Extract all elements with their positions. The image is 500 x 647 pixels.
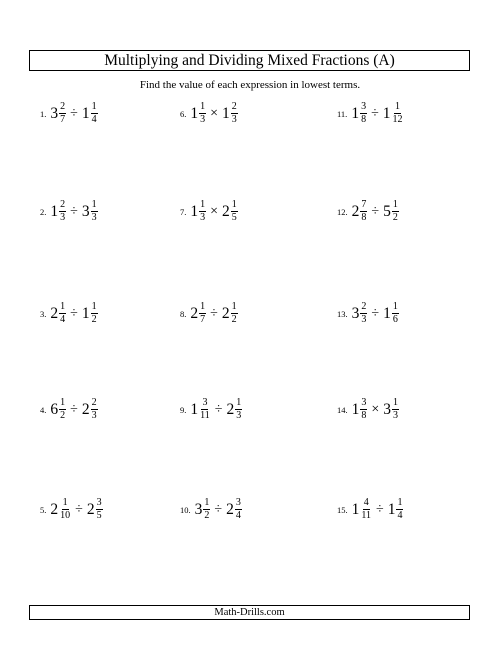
problem-number: 5. [40, 504, 47, 515]
problem-15 [337, 498, 403, 521]
whole-part: 2 [222, 202, 230, 220]
problem-number: 9. [180, 404, 187, 415]
whole-part: 1 [190, 202, 199, 220]
mixed-number [82, 102, 98, 125]
denominator: 4 [235, 510, 241, 521]
denominator: 3 [91, 212, 97, 223]
denominator: 8 [361, 212, 367, 223]
problem-14 [337, 398, 399, 421]
problem-number: 15. [337, 504, 348, 515]
whole-part: 2 [86, 500, 95, 518]
instructions: Find the value of each expression in lowest terms. [139, 79, 361, 91]
denominator: 3 [231, 114, 237, 125]
mixed-number [50, 102, 66, 125]
mixed-number [190, 200, 206, 223]
operator: × [210, 203, 219, 219]
numerator: 1 [91, 101, 97, 112]
numerator: 3 [96, 497, 102, 508]
whole-part: 1 [351, 400, 360, 418]
mixed-number [87, 498, 103, 521]
fraction [360, 200, 367, 223]
mixed-number [352, 200, 368, 223]
problem-8 [180, 302, 238, 325]
fraction [199, 398, 211, 421]
whole-part: 2 [226, 500, 234, 518]
denominator: 12 [392, 114, 403, 125]
whole-part: 2 [221, 304, 230, 322]
operator: ÷ [70, 203, 78, 219]
operator: ÷ [371, 305, 380, 321]
mixed-number [388, 498, 404, 521]
numerator: 1 [91, 199, 97, 210]
fraction [91, 398, 98, 421]
operator: ÷ [371, 105, 379, 121]
fraction [360, 398, 367, 421]
numerator: 2 [91, 397, 97, 408]
mixed-number [50, 398, 66, 421]
denominator: 5 [231, 212, 237, 223]
mixed-number [352, 498, 372, 521]
whole-part: 2 [226, 400, 235, 418]
operator: ÷ [376, 501, 384, 517]
mixed-number [190, 398, 210, 421]
problem-10 [180, 498, 242, 521]
fraction [59, 398, 66, 421]
mixed-number [190, 102, 206, 125]
problem-5 [40, 498, 103, 521]
operator: ÷ [371, 203, 380, 219]
operator: × [371, 401, 380, 417]
denominator: 4 [397, 510, 403, 521]
problem-number: 14. [337, 404, 348, 415]
mixed-number [82, 302, 98, 325]
numerator: 1 [60, 301, 66, 312]
fraction [231, 200, 238, 223]
whole-part: 2 [190, 304, 199, 322]
mixed-number [351, 102, 367, 125]
problem-number: 1. [40, 108, 47, 119]
numerator: 1 [62, 497, 68, 508]
problem-number: 11. [337, 108, 348, 119]
numerator: 2 [60, 199, 66, 210]
whole-part: 6 [50, 400, 59, 418]
problem-11 [337, 102, 404, 125]
fraction [59, 102, 66, 125]
problem-number: 12. [337, 206, 348, 217]
fraction [59, 498, 71, 521]
problem-1 [40, 102, 98, 125]
numerator: 1 [91, 301, 97, 312]
operator: × [210, 105, 219, 121]
fraction [199, 102, 206, 125]
numerator: 1 [397, 497, 403, 508]
whole-part: 3 [383, 400, 392, 418]
numerator: 2 [231, 101, 237, 112]
denominator: 6 [392, 314, 398, 325]
whole-part: 2 [351, 202, 360, 220]
numerator: 1 [236, 397, 242, 408]
problem-12 [337, 200, 399, 223]
whole-part: 1 [190, 104, 199, 122]
denominator: 11 [361, 510, 372, 521]
problem-2 [40, 200, 98, 223]
fraction [360, 102, 367, 125]
whole-part: 1 [387, 500, 396, 518]
fraction [96, 498, 103, 521]
fraction [235, 498, 242, 521]
numerator: 1 [392, 199, 398, 210]
mixed-number [50, 498, 71, 521]
fraction [91, 302, 98, 325]
denominator: 11 [200, 410, 210, 421]
whole-part: 1 [81, 304, 90, 322]
mixed-number [82, 200, 98, 223]
fraction [392, 302, 399, 325]
problem-number: 10. [180, 504, 191, 515]
problem-number: 3. [40, 308, 47, 319]
mixed-number [50, 200, 66, 223]
problem-3 [40, 302, 98, 325]
fraction [199, 302, 206, 325]
denominator: 3 [393, 410, 399, 421]
denominator: 8 [361, 410, 367, 421]
fraction [203, 498, 210, 521]
fraction [231, 302, 238, 325]
problem-13 [337, 302, 399, 325]
denominator: 8 [361, 114, 367, 125]
numerator: 1 [392, 301, 398, 312]
fraction [231, 102, 238, 125]
problem-number: 6. [180, 108, 187, 119]
denominator: 3 [361, 314, 367, 325]
problem-number: 8. [180, 308, 187, 319]
whole-part: 2 [81, 400, 90, 418]
whole-part: 1 [382, 104, 391, 122]
numerator: 7 [361, 199, 367, 210]
numerator: 4 [363, 497, 369, 508]
mixed-number [226, 398, 242, 421]
mixed-number [383, 398, 399, 421]
mixed-number [82, 398, 98, 421]
fraction [59, 200, 66, 223]
whole-part: 5 [383, 202, 391, 220]
operator: ÷ [70, 305, 78, 321]
numerator: 3 [202, 397, 208, 408]
denominator: 3 [200, 114, 206, 125]
mixed-number [383, 302, 399, 325]
denominator: 2 [91, 314, 97, 325]
problem-number: 2. [40, 206, 47, 217]
problem-9 [180, 398, 242, 421]
problem-number: 7. [180, 206, 187, 217]
denominator: 3 [60, 212, 66, 223]
numerator: 3 [361, 397, 367, 408]
footer-box [29, 605, 470, 620]
denominator: 2 [60, 410, 66, 421]
numerator: 1 [395, 101, 400, 112]
denominator: 7 [60, 114, 66, 125]
mixed-number [222, 200, 238, 223]
numerator: 1 [200, 301, 206, 312]
whole-part: 3 [81, 202, 90, 220]
mixed-number [222, 302, 238, 325]
numerator: 1 [200, 199, 206, 210]
fraction [392, 398, 399, 421]
whole-part: 3 [50, 104, 59, 122]
denominator: 3 [200, 212, 206, 223]
whole-part: 1 [351, 104, 360, 122]
problem-4 [40, 398, 98, 421]
whole-part: 1 [383, 304, 391, 322]
numerator: 2 [60, 101, 66, 112]
footer-text: Math-Drills.com [214, 607, 285, 618]
whole-part: 1 [50, 202, 59, 220]
problem-number: 13. [337, 308, 348, 319]
fraction [360, 498, 372, 521]
fraction [199, 200, 206, 223]
whole-part: 3 [194, 500, 203, 518]
mixed-number [352, 302, 368, 325]
denominator: 4 [60, 314, 66, 325]
mixed-number [190, 302, 206, 325]
whole-part: 1 [190, 400, 199, 418]
operator: ÷ [214, 401, 223, 417]
numerator: 1 [393, 397, 399, 408]
mixed-number [352, 398, 368, 421]
whole-part: 2 [50, 304, 59, 322]
mixed-number [383, 102, 404, 125]
fraction [91, 102, 98, 125]
worksheet-title-box [29, 50, 470, 71]
numerator: 1 [204, 497, 210, 508]
numerator: 3 [235, 497, 241, 508]
whole-part: 1 [351, 500, 360, 518]
denominator: 4 [91, 114, 97, 125]
denominator: 3 [91, 410, 97, 421]
problem-number: 4. [40, 404, 47, 415]
operator: ÷ [70, 105, 78, 121]
numerator: 1 [60, 397, 66, 408]
denominator: 2 [392, 212, 398, 223]
fraction [360, 302, 367, 325]
operator: ÷ [214, 501, 223, 517]
problem-6 [180, 102, 238, 125]
whole-part: 3 [351, 304, 360, 322]
numerator: 1 [200, 101, 206, 112]
denominator: 3 [236, 410, 242, 421]
operator: ÷ [75, 501, 83, 517]
whole-part: 1 [222, 104, 230, 122]
fraction [396, 498, 403, 521]
whole-part: 2 [50, 500, 59, 518]
mixed-number [195, 498, 211, 521]
numerator: 2 [361, 301, 367, 312]
operator: ÷ [70, 401, 78, 417]
operator: ÷ [210, 305, 218, 321]
mixed-number [50, 302, 66, 325]
whole-part: 1 [81, 104, 90, 122]
fraction [392, 200, 399, 223]
denominator: 5 [96, 510, 102, 521]
mixed-number [222, 102, 238, 125]
worksheet-title: Multiplying and Dividing Mixed Fractions (A) [104, 51, 395, 69]
denominator: 7 [200, 314, 206, 325]
mixed-number [226, 498, 242, 521]
fraction [91, 200, 98, 223]
denominator: 2 [204, 510, 210, 521]
numerator: 1 [231, 301, 237, 312]
fraction [59, 302, 66, 325]
numerator: 1 [231, 199, 237, 210]
fraction [392, 102, 404, 125]
fraction [235, 398, 242, 421]
mixed-number [383, 200, 399, 223]
problem-7 [180, 200, 238, 223]
denominator: 10 [60, 510, 71, 521]
numerator: 3 [361, 101, 367, 112]
denominator: 2 [231, 314, 237, 325]
